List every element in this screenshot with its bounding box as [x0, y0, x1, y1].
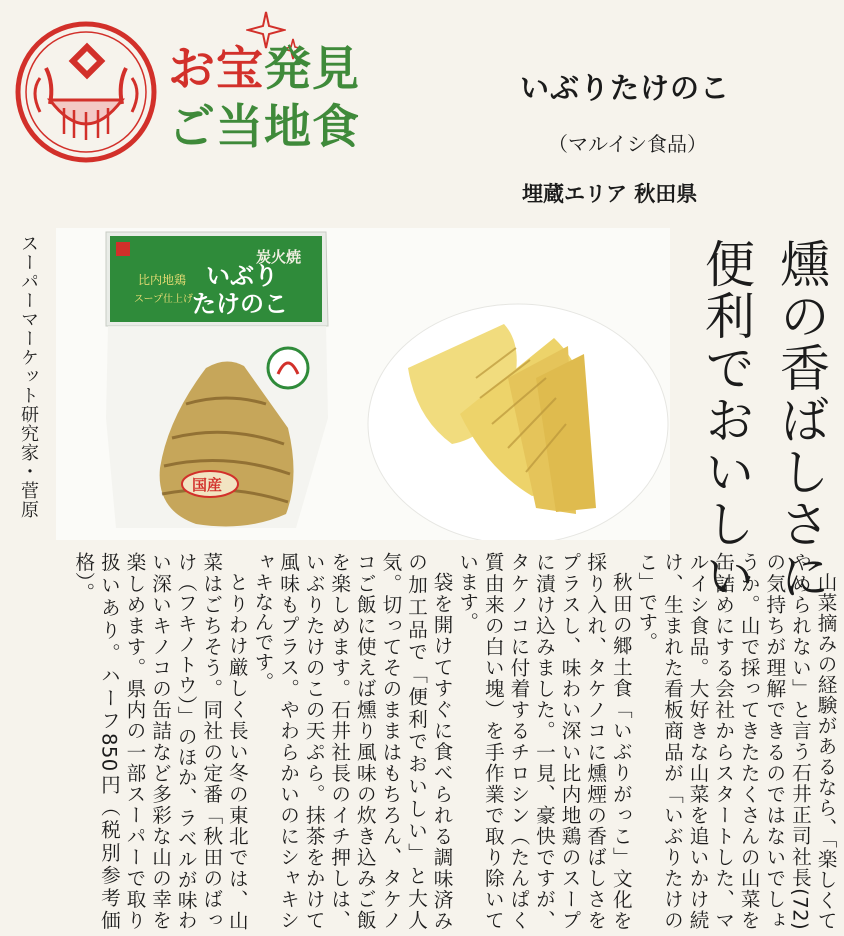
- package-title-line1: いぶり: [206, 263, 278, 290]
- area-label: 埋蔵エリア 秋田県: [522, 182, 698, 206]
- logo-title-line1: [168, 42, 360, 97]
- paragraph-2: 秋田の郷土食「いぶりがっこ」文化を採り入れ、タケノコに燻煙の香ばしさをプラスし、味わい深い比内地鶏のスープに漬け込みました。一見、豪快ですが、タケノコに付着するチロシン（たんぱく質由来の白い塊）を手作業で取り除いています。: [455, 552, 633, 930]
- product-title: いぶりたけのこ: [520, 71, 731, 105]
- paragraph-3: 袋を開けてすぐに食べられる調味済みの加工品で「便利でおいしい」と大人気。切ってそのままはもちろん、タケノコご飯に使えば燻り風味の炊き込みご飯を楽しめます。石井社長のイチ押しは、いぶりたけのこの天ぷら。抹茶をかけて風味もプラス。やわらかいのにシャキシャキなんです。: [250, 552, 454, 930]
- sticker-label: 国産: [192, 477, 223, 494]
- logo-char-o: お: [168, 42, 216, 97]
- paragraph-1: 山菜摘みの経験があるなら、「楽しくてやめられない」と言う石井正司社長(72)の気持ちが理解できるのではないでしょうか。山で採ってきたたくさんの山菜を缶詰めにする会社からスタートした、マルイシ食品。大好きな山菜を追いかけ続け、生まれた看板商品が「いぶりたけのこ」です。: [634, 552, 837, 930]
- package-title-line2: たけのこ: [192, 291, 288, 318]
- logo-word-hakken: 発見: [264, 42, 360, 97]
- logo-word-gotouchi: ご当地食: [168, 100, 360, 155]
- headline-line2: 燻の香ばしさに: [772, 238, 830, 602]
- photo-svg: [56, 228, 670, 540]
- package-brand: 炭火焼: [256, 249, 302, 266]
- package-sub-line1: 比内地鶏: [138, 273, 187, 287]
- logo-stamp-icon: [10, 8, 170, 168]
- paragraph-4: とりわけ厳しく長い冬の東北では、山菜はごちそう。同社の定番「秋田のばっけ（フキノトウ）」のほか、ラベルが味わい深いキノコの缶詰など多彩な山の幸を楽しめます。県内の一部スーパーで取り扱いあり。ハーフ850円（税別参考価格）。: [71, 552, 249, 930]
- quality-seal-icon: [268, 348, 308, 388]
- byline: スーパーマーケット研究家・菅原: [18, 234, 39, 519]
- article-body: [10, 552, 838, 930]
- headline: [688, 238, 838, 602]
- headline-line1: 便利でおいしい: [697, 238, 755, 602]
- logo: [10, 8, 400, 168]
- logo-char-takara: 宝: [216, 42, 264, 97]
- product-photo: [56, 228, 670, 540]
- package-sub-line2: スープ仕上げ: [134, 294, 193, 305]
- maker-name: （マルイシ食品）: [548, 132, 707, 156]
- logo-title-line2: [168, 100, 360, 155]
